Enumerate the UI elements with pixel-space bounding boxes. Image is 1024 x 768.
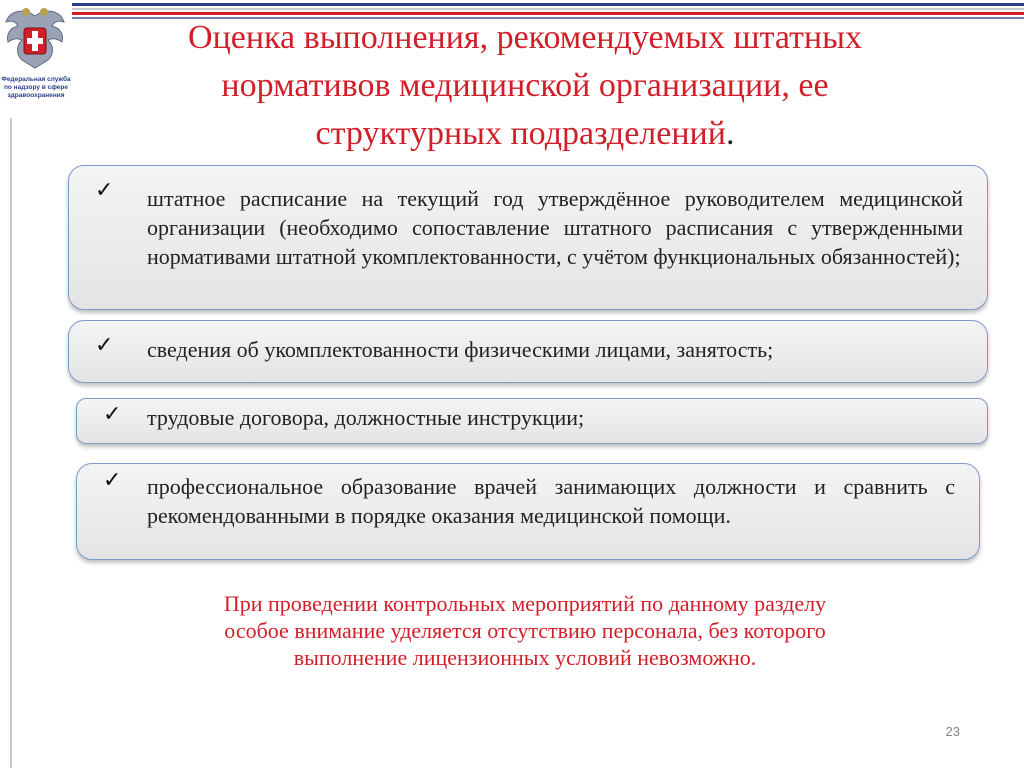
note-line: особое внимание уделяется отсутствию персонала, без которого [224,618,826,643]
bullet-card-education [76,463,980,560]
bullet-text: трудовые договора, должностные инструкции; [147,405,585,430]
title-line: нормативов медицинской организации, ее [221,67,829,104]
stripe-blue [72,3,1024,6]
title-line: Оценка выполнения, рекомендуемых штатных [188,19,862,56]
bullet-text: сведения об укомплектованности физическими лицами, занятость; [147,337,774,362]
logo [0,0,72,116]
sidebar-line [10,118,12,768]
checkmark-icon: ✓ [95,178,114,203]
title-period: . [725,115,735,152]
bullet-text: профессиональное образование врачей занимающих должности и сравнить с рекомендованными в порядке оказания медицинской помощи. [147,474,955,528]
org-name-line: здравоохранения [7,92,65,99]
checkmark-icon: ✓ [95,333,114,358]
title-line: структурных подразделений [315,115,726,152]
org-name [0,76,72,100]
note-line: При проведении контрольных мероприятий по данному разделу [223,591,827,616]
slide-title [120,14,930,158]
note-text [120,590,930,671]
stripe-gray [72,8,1024,10]
checkmark-icon: ✓ [103,468,122,493]
bullet-card-staff-schedule [68,165,988,310]
double-headed-eagle-emblem-icon [2,2,68,74]
bullet-text: штатное расписание на текущий год утверждённое руководителем медицинской организации (необходимо сопоставление штатного расписания с утвержденными нормативами штатной укомплектованности, с учётом функциональных обязанностей); [147,186,963,269]
page-number: 23 [945,724,960,739]
org-name-line: Федеральная служба [1,76,71,83]
checkmark-icon: ✓ [103,402,122,427]
note-line: выполнение лицензионных условий невозможно. [293,645,757,670]
bullet-card-contracts [76,398,988,444]
org-name-line: по надзору в сфере [3,84,68,91]
bullet-card-staffing-info [68,320,988,383]
